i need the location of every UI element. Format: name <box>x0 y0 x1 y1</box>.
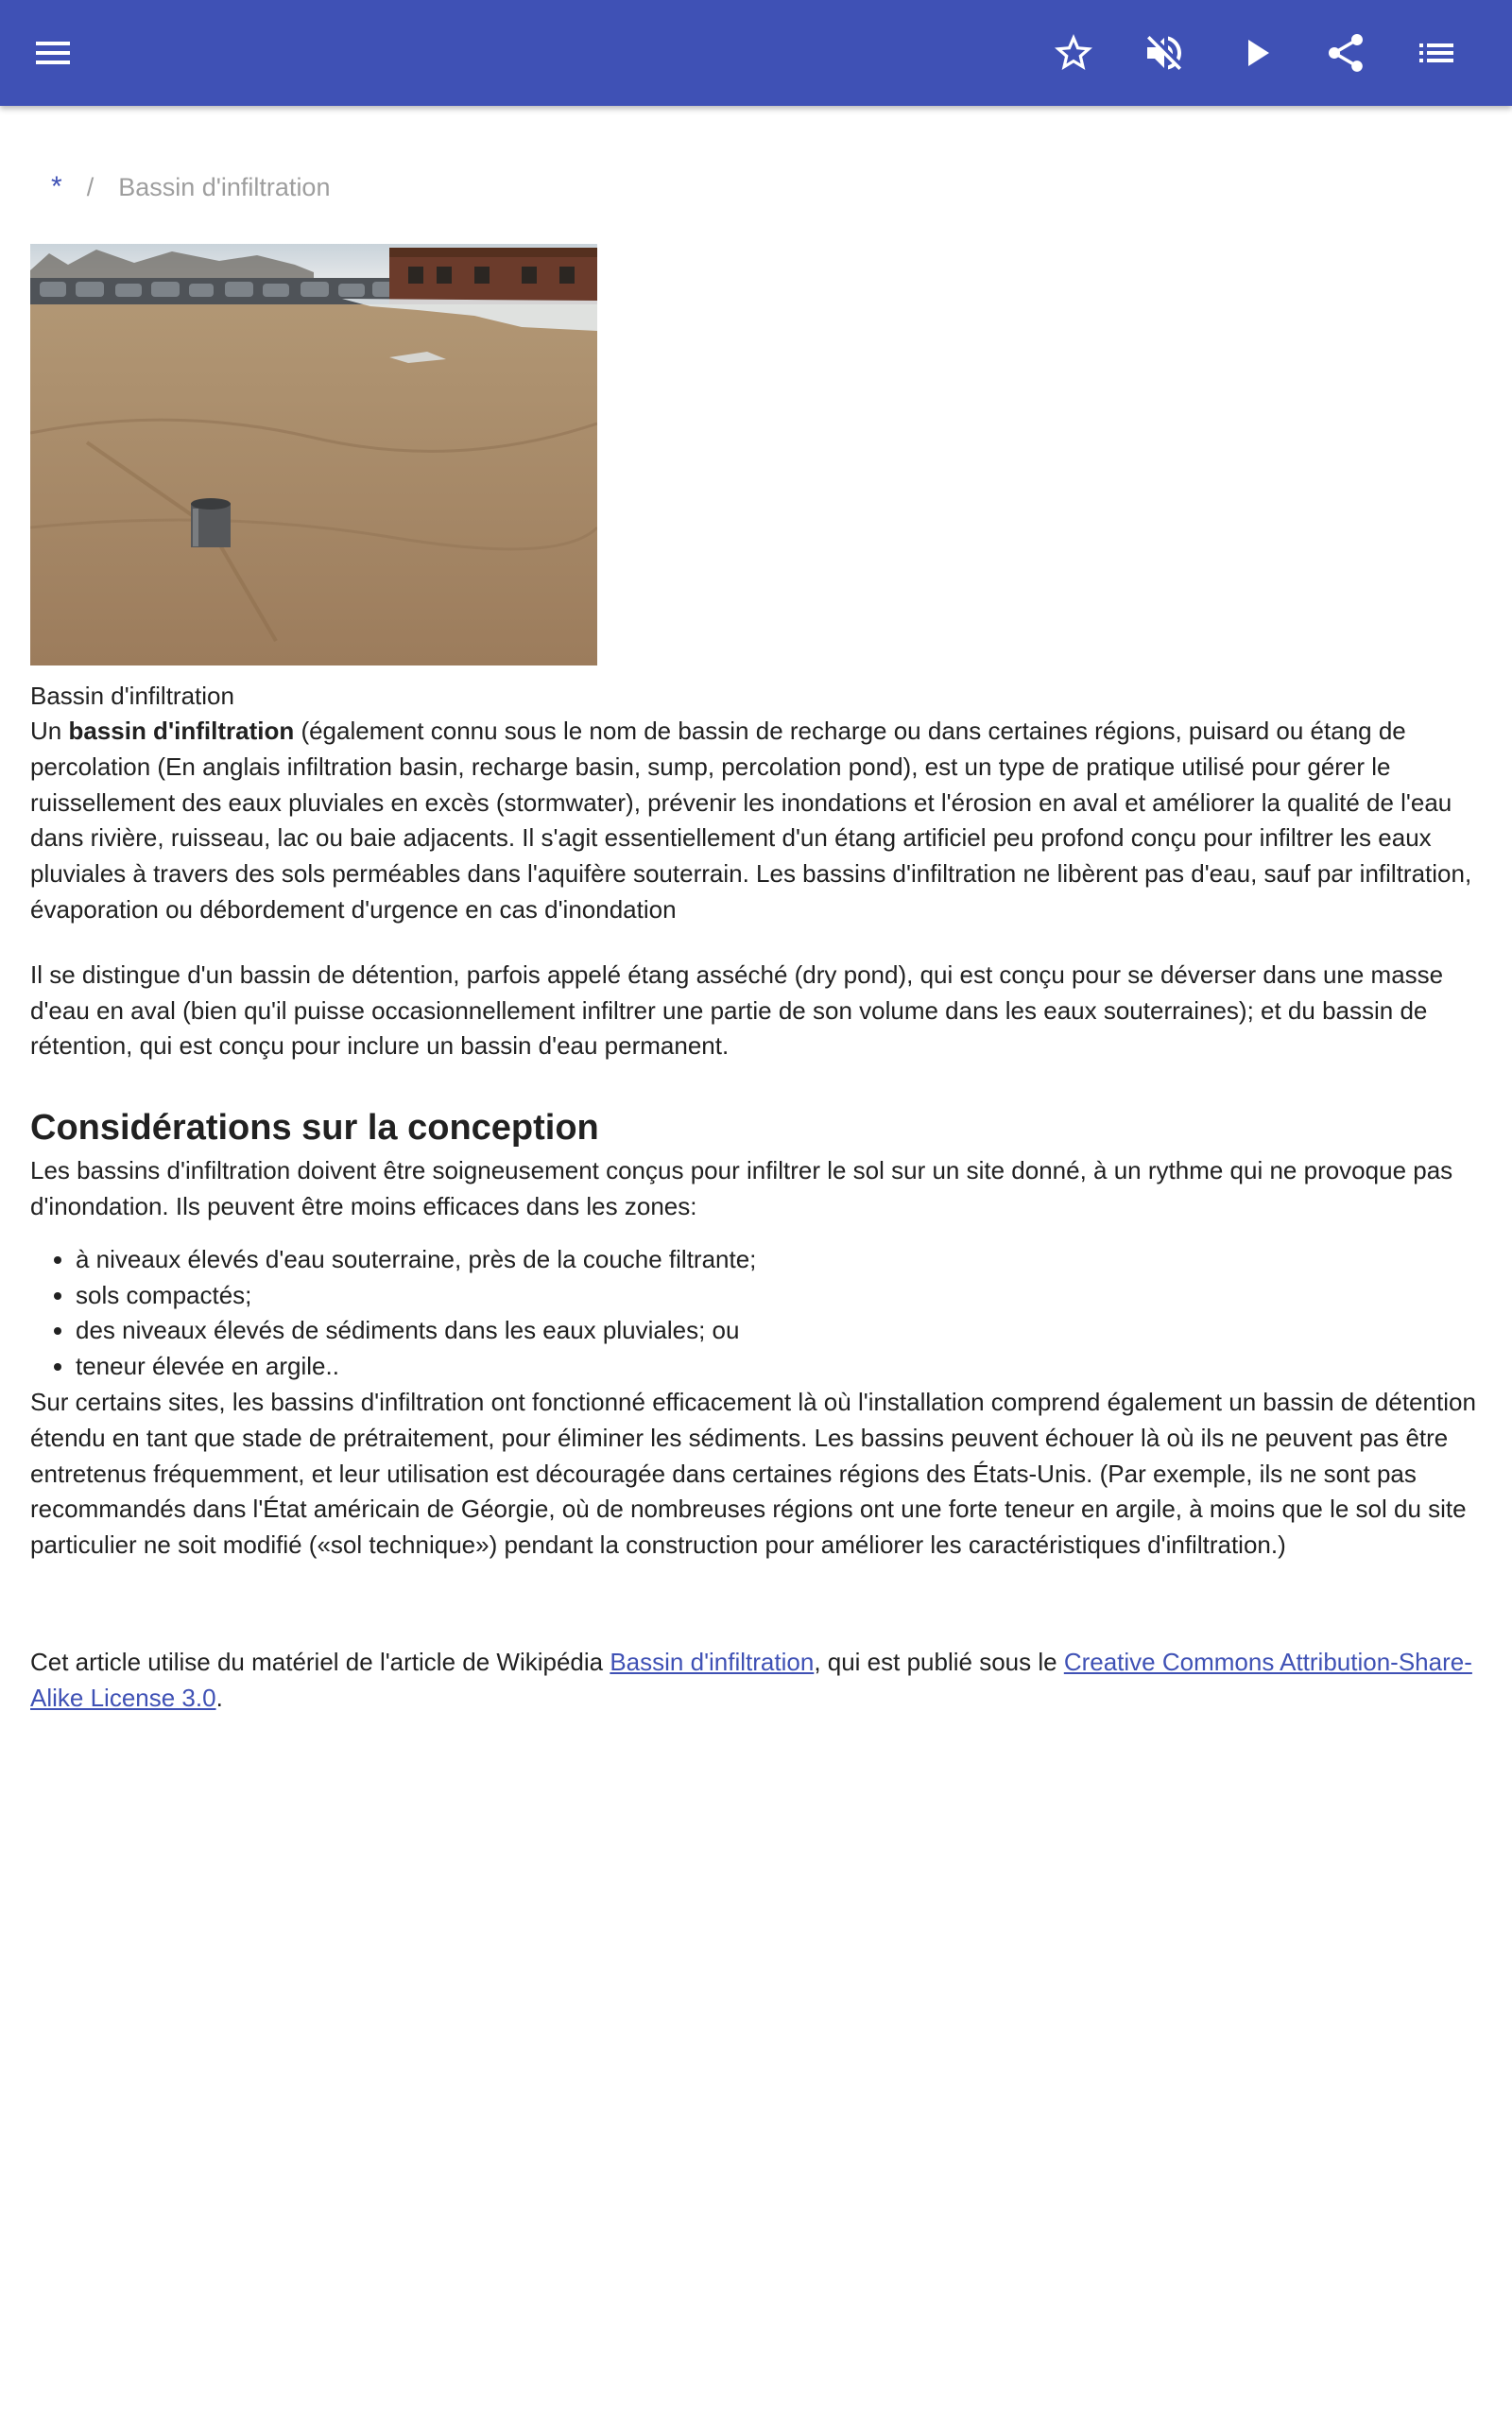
image-caption: Bassin d'infiltration <box>30 682 234 710</box>
paragraph-sites: Sur certains sites, les bassins d'infiltration ont fonctionné efficacement là où l'installation comprend également un bassin de détention étendu en tant que stade de prétraitement, pour éliminer les sédiments. Les bassins peuvent échouer là où ils ne peuvent pas être entretenus fréquemment, et leur utilisation est découragée dans certaines régions des États-Unis. (Par exemple, ils ne sont pas recommandés dans l'État américain de Géorgie, où de nombreuses régions ont une forte teneur en argile, à moins que le sol du site particulier ne soit modifié («sol technique») pendant la construction pour améliorer les caractéristiques d'infiltration.) <box>30 1387 1476 1560</box>
play-icon <box>1233 30 1279 76</box>
volume-off-icon <box>1142 30 1187 76</box>
license-link[interactable]: Creative Commons Attribution-Share-Alike License 3.0 <box>30 1647 1472 1712</box>
article-image[interactable] <box>30 244 597 666</box>
share-button[interactable] <box>1312 19 1380 87</box>
section-heading: Considérations sur la conception <box>30 1108 599 1149</box>
intro-prefix: Un <box>30 717 69 745</box>
intro-term: bassin d'infiltration <box>68 717 295 745</box>
attribution-middle: , qui est publié sous le <box>814 1647 1064 1676</box>
app-bar <box>0 0 1512 106</box>
article-content <box>30 159 1482 1717</box>
list-item: • teneur élevée en argile.. <box>76 1349 1482 1385</box>
intro-paragraph <box>30 714 1482 928</box>
list-item: • à niveaux élevés d'eau souterraine, près de la couche filtrante; <box>76 1242 1482 1278</box>
attribution-suffix: . <box>215 1683 223 1712</box>
breadcrumb-current: Bassin d'infiltration <box>118 172 331 201</box>
menu-button[interactable] <box>19 19 87 87</box>
list-item: • des niveaux élevés de sédiments dans les eaux pluviales; ou <box>76 1313 1482 1349</box>
attribution-prefix: Cet article utilise du matériel de l'article de Wikipédia <box>30 1647 610 1676</box>
favorite-button[interactable] <box>1040 19 1108 87</box>
contents-button[interactable] <box>1402 19 1470 87</box>
breadcrumb-separator: / <box>86 172 94 201</box>
attribution-note <box>30 1645 1482 1717</box>
wikipedia-article-link[interactable]: Bassin d'infiltration <box>610 1647 815 1676</box>
intro-text: (également connu sous le nom de bassin de recharge ou dans certaines régions, puisard ou étang de percolation (En anglais infiltration basin, recharge basin, sump, percolation pond), est un type de pratique utilisé pour gérer le ruissellement des eaux pluviales en excès (stormwater), prévenir les inondations et l'érosion en aval et améliorer la qualité de l'eau dans rivière, ruisseau, lac ou baie adjacents. Il s'agit essentiellement d'un étang artificiel peu profond conçu pour infiltrer les eaux pluviales à travers des sols perméables dans l'aquifère souterrain. Les bassins d'infiltration ne libèrent pas d'eau, sauf par infiltration, évaporation ou débordement d'urgence en cas d'inondation <box>30 717 1472 924</box>
star-outline-icon <box>1051 30 1096 76</box>
section-paragraph: Les bassins d'infiltration doivent être soigneusement conçus pour infiltrer le sol sur un site donné, à un rythme qui ne provoque pas d'inondation. Ils peuvent être moins efficaces dans les zones: <box>30 1156 1453 1220</box>
share-icon <box>1323 30 1368 76</box>
playlist-icon <box>1414 30 1459 76</box>
breadcrumb <box>30 159 1482 216</box>
menu-icon <box>30 30 76 76</box>
breadcrumb-home[interactable]: * <box>51 171 62 202</box>
play-button[interactable] <box>1222 19 1290 87</box>
conditions-list <box>30 1242 1482 1385</box>
mute-button[interactable] <box>1130 19 1198 87</box>
paragraph-detention: Il se distingue d'un bassin de détention, parfois appelé étang asséché (dry pond), qui est conçu pour se déverser dans une masse d'eau en aval (bien qu'il puisse occasionnellement infiltrer une partie de son volume dans les eaux souterraines); et du bassin de rétention, qui est conçu pour inclure un bassin d'eau permanent. <box>30 959 1444 1061</box>
list-item: • sols compactés; <box>76 1278 1482 1314</box>
